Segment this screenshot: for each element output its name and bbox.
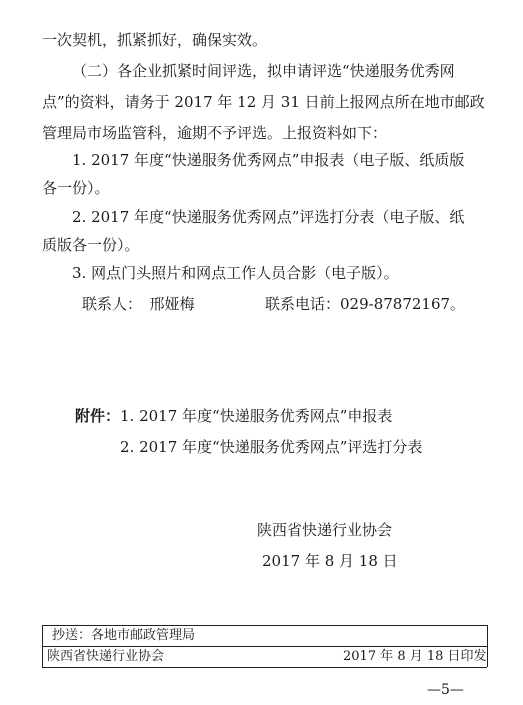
contact-phone: 联系电话：029-87872167。	[265, 295, 466, 313]
signature-date: 2017 年 8 月 18 日	[262, 552, 398, 570]
item2-line-1: 2. 2017 年度“快递服务优秀网点”评选打分表（电子版、纸	[72, 208, 465, 226]
para2-line-1: （二）各企业抓紧时间评选，拟申请评选“快递服务优秀网	[72, 62, 455, 80]
para2-line-3: 管理局市场监管科，逾期不予评选。上报资料如下：	[42, 124, 388, 142]
item3-line: 3. 网点门头照片和网点工作人员合影（电子版）。	[72, 264, 399, 282]
footer-box-bottom-border	[42, 667, 487, 668]
body-line-1: 一次契机，抓紧抓好，确保实效。	[42, 31, 268, 49]
footer-issuer: 陕西省快递行业协会	[47, 649, 165, 664]
footer-box-top-border	[42, 625, 487, 626]
footer-box-right-border	[487, 625, 488, 667]
attachment-item-2: 2. 2017 年度“快递服务优秀网点”评选打分表	[120, 438, 423, 456]
footer-box-left-border	[42, 625, 43, 667]
footer-cc: 抄送：各地市邮政管理局	[52, 628, 196, 643]
page-number: —5—	[427, 682, 464, 698]
attachments-label: 附件：	[75, 407, 121, 425]
item2-line-2: 质版各一份）。	[42, 236, 140, 254]
signature-org: 陕西省快递行业协会	[257, 521, 393, 539]
attachment-item-1: 1. 2017 年度“快递服务优秀网点”申报表	[120, 407, 393, 425]
para2-line-2: 点”的资料，请务于 2017 年 12 月 31 日前上报网点所在地市邮政	[42, 93, 485, 111]
footer-box-middle-border	[42, 646, 487, 647]
contact-person: 联系人： 邢娅梅	[82, 295, 195, 313]
footer-issue-date: 2017 年 8 月 18 日印发	[343, 649, 487, 664]
item1-line-2: 各一份）。	[42, 179, 110, 197]
item1-line-1: 1. 2017 年度“快递服务优秀网点”申报表（电子版、纸质版	[72, 151, 465, 169]
